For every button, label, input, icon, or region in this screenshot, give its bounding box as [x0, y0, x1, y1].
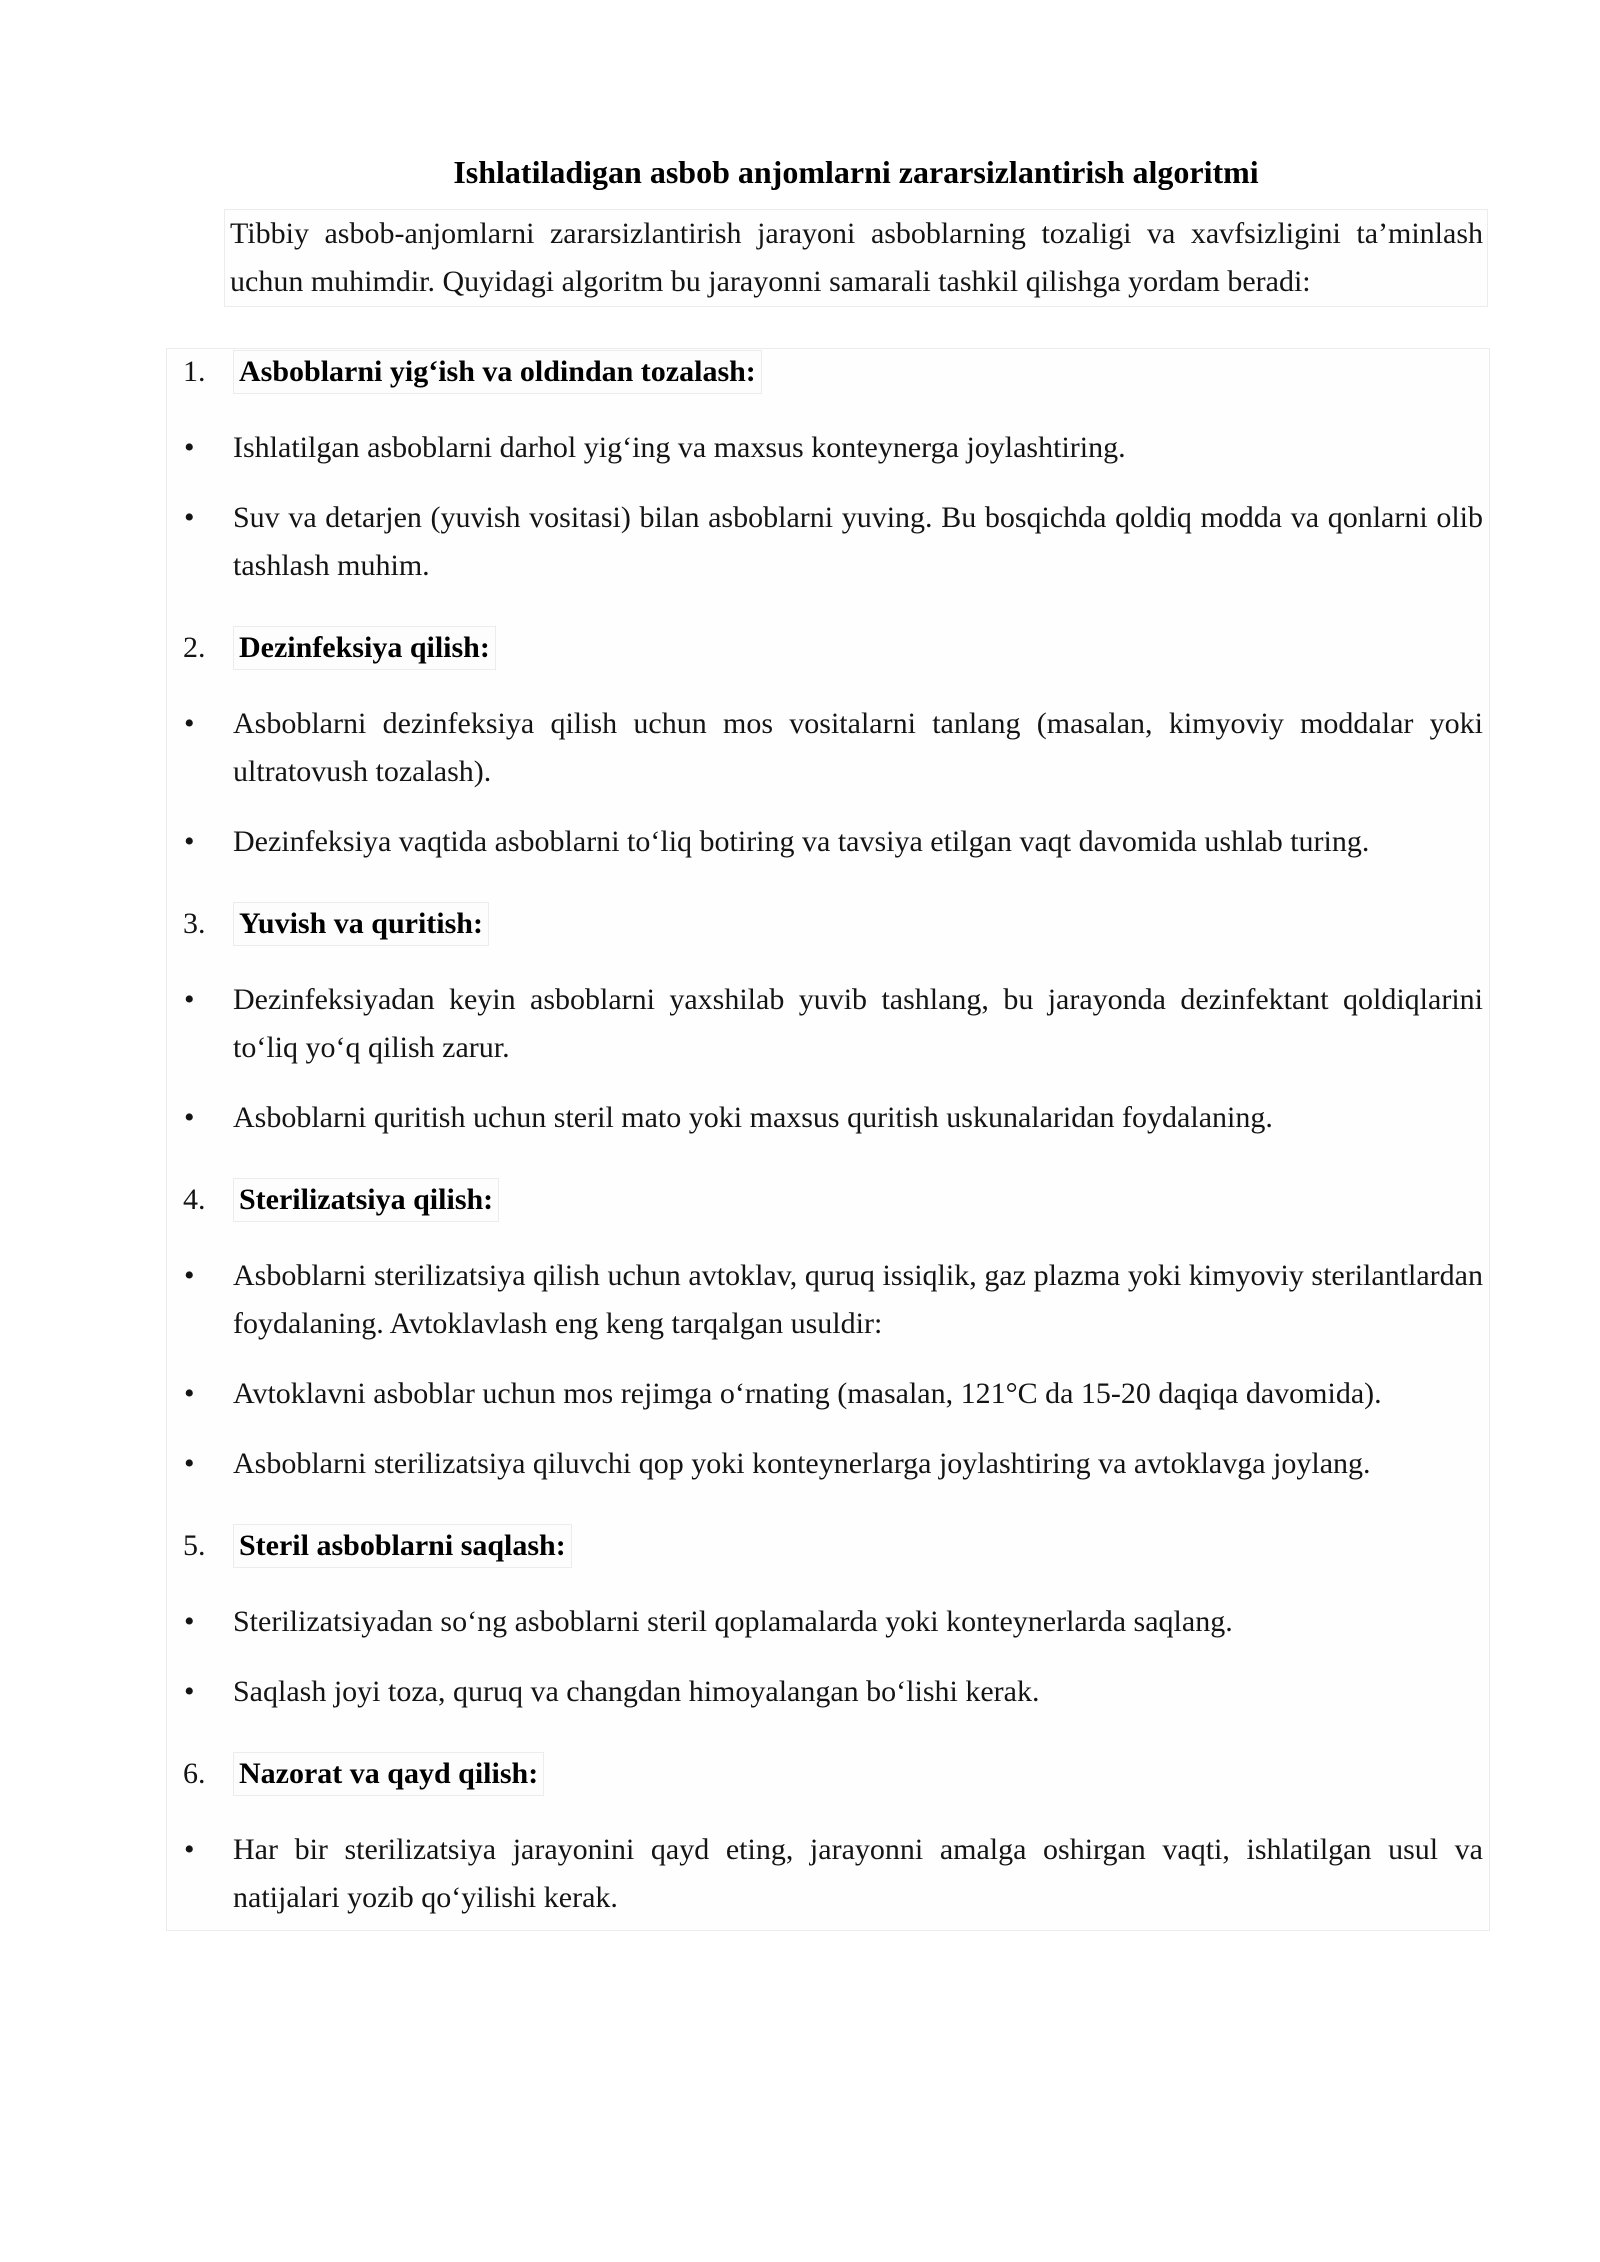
section-heading: Yuvish va quritish: [233, 902, 489, 946]
section-number: 3. [183, 907, 206, 940]
bullet-item: • Asboblarni dezinfeksiya qilish uchun mos vositalarni tanlang (masalan, kimyoviy moddalar yoki ultratovush tozalash). [167, 700, 1489, 796]
section-number: 1. [183, 355, 206, 388]
intro-paragraph: Tibbiy asbob-anjomlarni zararsizlantirish jarayoni asboblarning tozaligi va xavfsizligini ta’minlash uchun muhimdir. Quyidagi algoritm bu jarayonni samarali tashkil qilishga yordam beradi: [224, 209, 1488, 307]
section-heading: Nazorat va qayd qilish: [233, 1752, 544, 1796]
bullet-item: • Asboblarni quritish uchun steril mato yoki maxsus quritish uskunalaridan foydalaning. [167, 1094, 1489, 1142]
section-number: 6. [183, 1757, 206, 1790]
bullet-item: • Sterilizatsiyadan soʻng asboblarni steril qoplamalarda yoki konteynerlarda saqlang. [167, 1598, 1489, 1646]
section-5 [167, 1524, 1489, 1716]
bullet-item: • Dezinfeksiyadan keyin asboblarni yaxshilab yuvib tashlang, bu jarayonda dezinfektant qoldiqlarini toʻliq yoʻq qilish zarur. [167, 976, 1489, 1072]
algorithm-list [166, 348, 1490, 1931]
section-4 [167, 1178, 1489, 1488]
section-heading-row [167, 626, 1489, 670]
section-heading-row [167, 902, 1489, 946]
bullet-item: • Asboblarni sterilizatsiya qiluvchi qop yoki konteynerlarga joylashtiring va avtoklavga joylang. [167, 1440, 1489, 1488]
bullet-item: • Ishlatilgan asboblarni darhol yigʻing va maxsus konteynerga joylashtiring. [167, 424, 1489, 472]
section-6 [167, 1752, 1489, 1922]
section-2 [167, 626, 1489, 866]
section-heading-row [167, 1178, 1489, 1222]
document-content [183, 152, 1488, 1931]
bullet-item: • Saqlash joyi toza, quruq va changdan himoyalangan boʻlishi kerak. [167, 1668, 1489, 1716]
section-number: 2. [183, 631, 206, 664]
section-heading: Steril asboblarni saqlash: [233, 1524, 572, 1568]
bullet-item: • Suv va detarjen (yuvish vositasi) bilan asboblarni yuving. Bu bosqichda qoldiq modda va qonlarni olib tashlash muhim. [167, 494, 1489, 590]
section-heading-row [167, 1524, 1489, 1568]
section-heading: Asboblarni yigʻish va oldindan tozalash: [233, 350, 762, 394]
section-heading-row [167, 1752, 1489, 1796]
section-heading: Sterilizatsiya qilish: [233, 1178, 499, 1222]
section-heading-row [167, 350, 1489, 394]
bullet-item: • Dezinfeksiya vaqtida asboblarni toʻliq botiring va tavsiya etilgan vaqt davomida ushlab turing. [167, 818, 1489, 866]
section-3 [167, 902, 1489, 1142]
section-number: 4. [183, 1183, 206, 1216]
section-heading: Dezinfeksiya qilish: [233, 626, 496, 670]
bullet-item: • Har bir sterilizatsiya jarayonini qayd eting, jarayonni amalga oshirgan vaqti, ishlatilgan usul va natijalari yozib qoʻyilishi kerak. [167, 1826, 1489, 1922]
bullet-item: • Asboblarni sterilizatsiya qilish uchun avtoklav, quruq issiqlik, gaz plazma yoki kimyoviy sterilantlardan foydalaning. Avtoklavlash eng keng tarqalgan usuldir: [167, 1252, 1489, 1348]
section-1 [167, 350, 1489, 590]
bullet-item: • Avtoklavni asboblar uchun mos rejimga oʻrnating (masalan, 121°C da 15-20 daqiqa davomida). [167, 1370, 1489, 1418]
section-number: 5. [183, 1529, 206, 1562]
page-title: Ishlatiladigan asbob anjomlarni zararsizlantirish algoritmi [453, 154, 1259, 190]
